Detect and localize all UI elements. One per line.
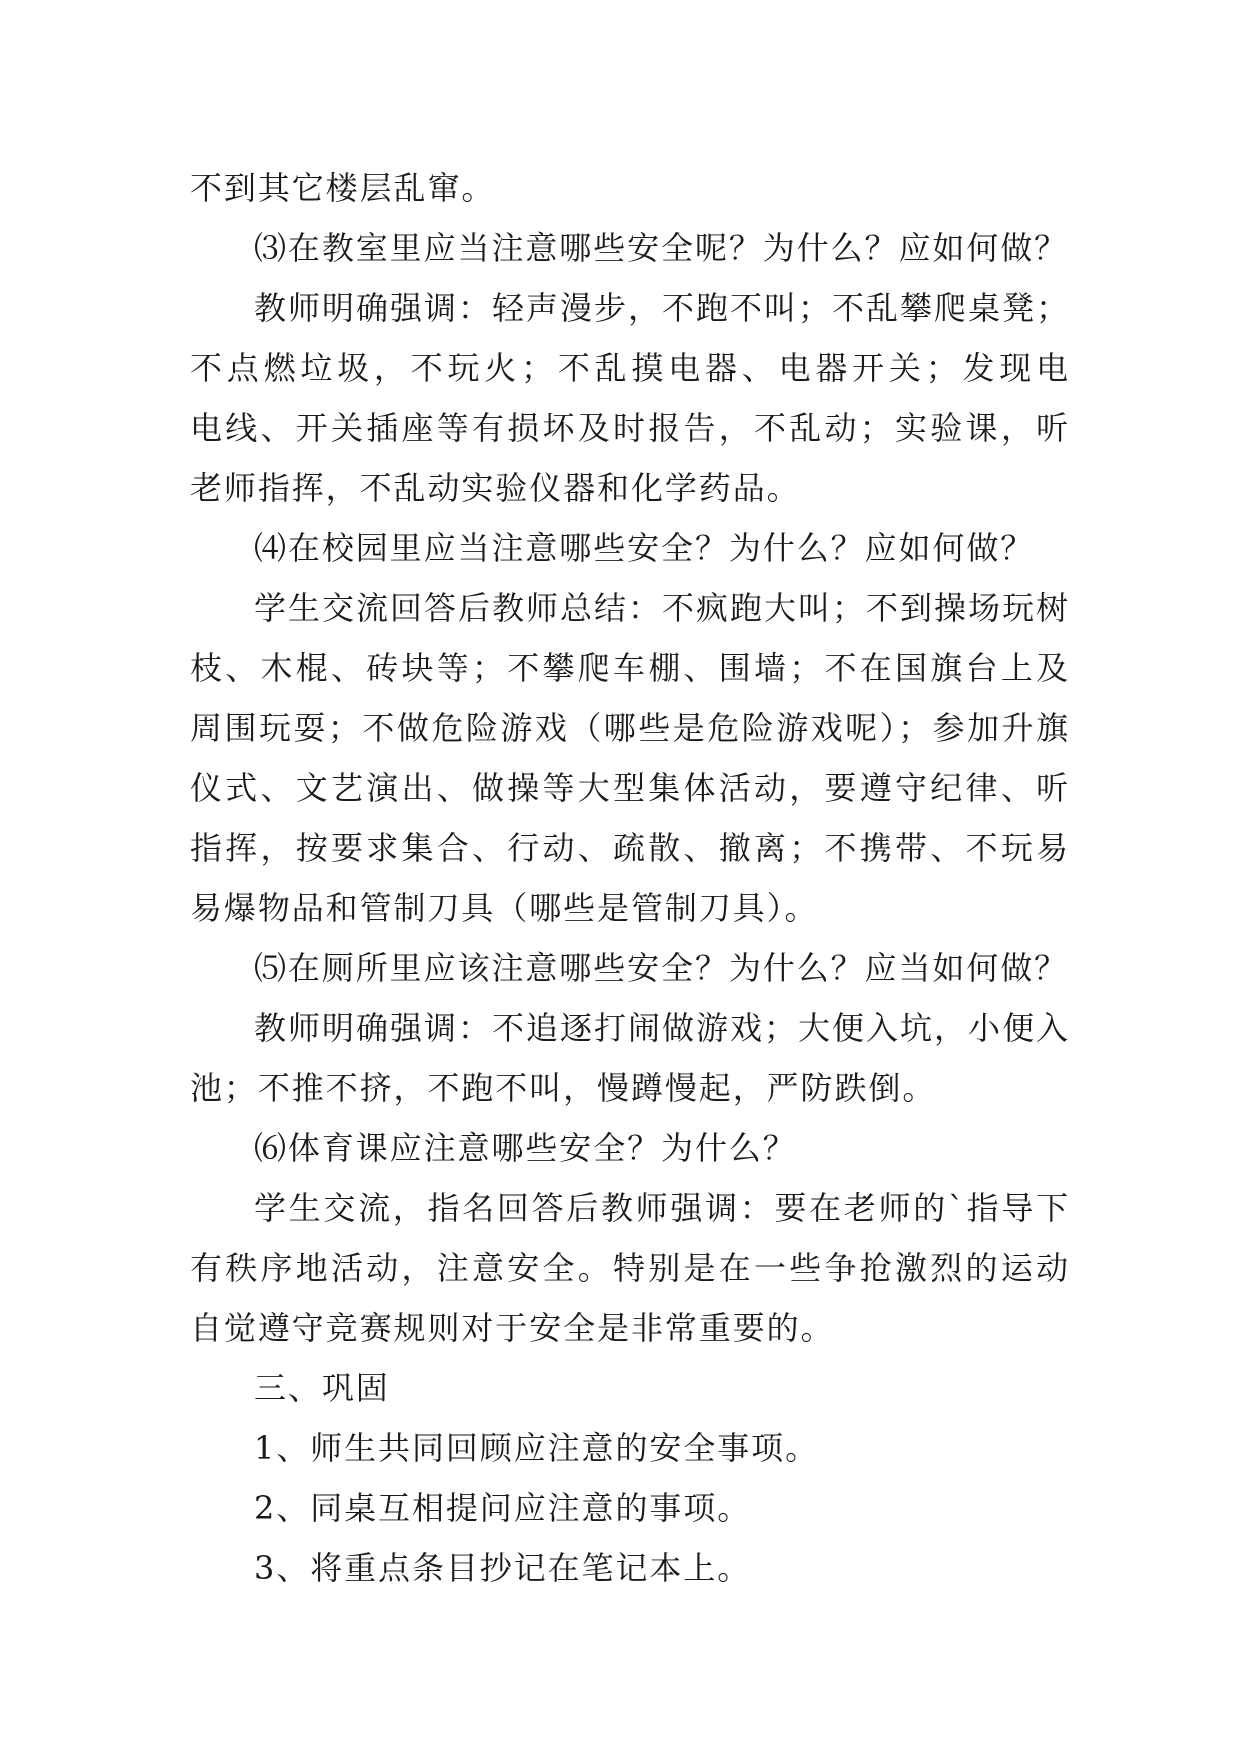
text-line: 电线、开关插座等有损坏及时报告，不乱动；实验课，听 — [190, 409, 1070, 447]
text-line: 仪式、文艺演出、做操等大型集体活动，要遵守纪律、听 — [190, 769, 1070, 807]
text-line: 教师明确强调：轻声漫步，不跑不叫；不乱攀爬桌凳； — [254, 289, 1070, 327]
document-body — [190, 158, 1070, 1598]
section-heading: 三、巩固 — [254, 1369, 390, 1407]
text-line: 有秩序地活动，注意安全。特别是在一些争抢激烈的运动 — [190, 1249, 1070, 1287]
list-item: 1、师生共同回顾应注意的安全事项。 — [254, 1429, 820, 1467]
text-line: 老师指挥，不乱动实验仪器和化学药品。 — [190, 469, 801, 507]
text-line: 易爆物品和管制刀具（哪些是管制刀具）。 — [190, 889, 819, 927]
question-heading: ⑹体育课应注意哪些安全？为什么？ — [254, 1129, 797, 1167]
text-line: 不到其它楼层乱窜。 — [190, 169, 496, 207]
question-heading: ⑸在厕所里应该注意哪些安全？为什么？应当如何做？ — [254, 949, 1069, 987]
list-item: 2、同桌互相提问应注意的事项。 — [254, 1489, 752, 1527]
list-item: 3、将重点条目抄记在笔记本上。 — [254, 1549, 752, 1587]
text-line: 指挥，按要求集合、行动、疏散、撤离；不携带、不玩易 — [190, 829, 1070, 867]
text-line: 教师明确强调：不追逐打闹做游戏；大便入坑，小便入 — [254, 1009, 1070, 1047]
text-line: 不点燃垃圾，不玩火；不乱摸电器、电器开关；发现电 — [190, 349, 1070, 387]
text-line: 学生交流，指名回答后教师强调：要在老师的`指导下 — [254, 1189, 1070, 1227]
question-heading: ⑷在校园里应当注意哪些安全？为什么？应如何做？ — [254, 529, 1035, 567]
text-line: 学生交流回答后教师总结：不疯跑大叫；不到操场玩树 — [254, 589, 1070, 627]
text-line: 周围玩耍；不做危险游戏（哪些是危险游戏呢）；参加升旗 — [190, 709, 1070, 747]
question-heading: ⑶在教室里应当注意哪些安全呢？为什么？应如何做？ — [254, 229, 1069, 267]
text-line: 枝、木棍、砖块等；不攀爬车棚、围墙；不在国旗台上及 — [190, 649, 1070, 687]
text-line: 自觉遵守竞赛规则对于安全是非常重要的。 — [190, 1309, 835, 1347]
text-line: 池；不推不挤，不跑不叫，慢蹲慢起，严防跌倒。 — [190, 1069, 937, 1107]
